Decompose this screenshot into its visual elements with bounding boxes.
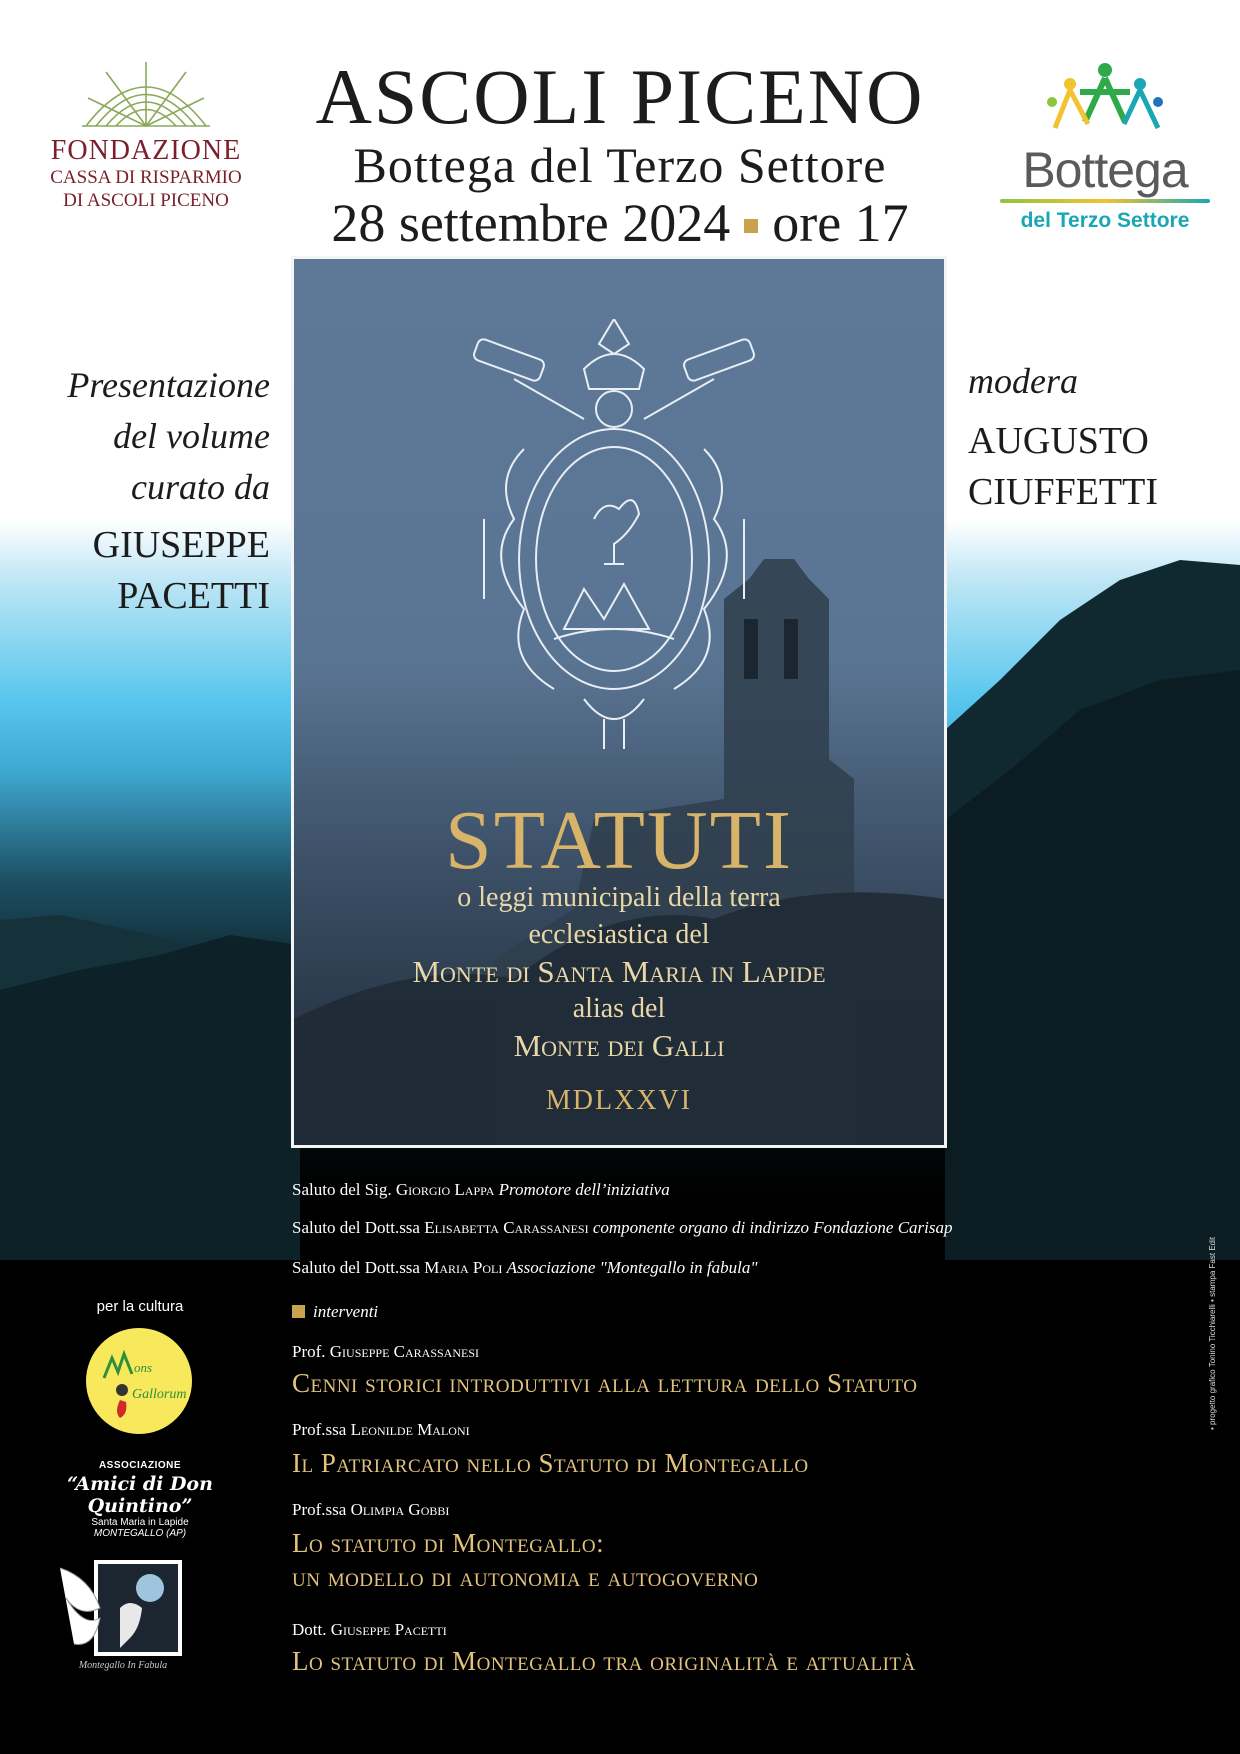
- montegallo-in-fabula-logo: [60, 1558, 186, 1662]
- speaker-title: Prof.: [292, 1342, 326, 1361]
- speaker-name: Olimpia Gobbi: [350, 1500, 450, 1519]
- interventi-heading: [292, 1302, 378, 1322]
- greeting-prefix: Saluto del Dott.ssa: [292, 1258, 420, 1277]
- fondazione-line3: DI ASCOLI PICENO: [63, 189, 229, 211]
- speaker-title: Dott.: [292, 1620, 327, 1639]
- associazione-place: Santa Maria in Lapide: [91, 1517, 189, 1528]
- bottega-logo: [990, 62, 1220, 233]
- gold-square-bullet-icon: [292, 1305, 305, 1318]
- bottega-name: Bottega: [1022, 142, 1188, 198]
- moderator-label: modera: [968, 361, 1078, 401]
- print-credit: • progetto grafico Tonino Ticchiarelli • stampa Fast Edit: [1208, 1236, 1217, 1430]
- fondazione-line2: CASSA DI RISPARMIO: [50, 167, 242, 188]
- book-subtitle: [294, 879, 944, 1064]
- editor-first-name: GIUSEPPE: [92, 524, 270, 566]
- moderator-first-name: AUGUSTO: [968, 420, 1149, 462]
- event-time: ore 17: [772, 193, 909, 253]
- greeting-role: componente organo di indirizzo Fondazione Carisap: [592, 1218, 953, 1237]
- coat-of-arms-emblem-icon: [454, 319, 774, 759]
- speaker-3: [292, 1500, 1112, 1520]
- greeting-3: [292, 1258, 1112, 1278]
- butterfly-girl-emblem-icon: [60, 1558, 186, 1662]
- per-la-cultura-label: per la cultura: [96, 1298, 184, 1315]
- svg-text:ons: ons: [134, 1360, 153, 1375]
- talk-1-title: Cenni storici introduttivi alla lettura dello Statuto: [292, 1368, 918, 1398]
- event-city-title: ASCOLI PICENO: [315, 53, 925, 140]
- greeting-name: Elisabetta Carassanesi: [424, 1218, 589, 1237]
- fondazione-name: FONDAZIONE: [50, 135, 242, 166]
- speaker-name: Giuseppe Pacetti: [330, 1620, 447, 1639]
- book-subtitle-line1: o leggi municipali della terra: [457, 882, 781, 913]
- presentation-line3: curato da: [131, 467, 270, 507]
- associazione-town: MONTEGALLO (AP): [93, 1528, 187, 1539]
- associazione-label: ASSOCIAZIONE: [98, 1460, 182, 1471]
- mons-gallorum-logo: [86, 1328, 192, 1434]
- greeting-2: [292, 1218, 1112, 1238]
- book-subtitle-line4: alias del: [572, 993, 666, 1024]
- greeting-prefix: Saluto del Dott.ssa: [292, 1218, 420, 1237]
- interventi-label: interventi: [313, 1302, 379, 1321]
- fabula-caption: Montegallo In Fabula: [78, 1660, 168, 1671]
- presentation-line2: del volume: [113, 416, 270, 456]
- speaker-1: [292, 1342, 1112, 1362]
- talk-3-title: [292, 1526, 1112, 1594]
- book-subtitle-line3: Monte di Santa Maria in Lapide: [412, 954, 826, 989]
- presentation-line1: Presentazione: [67, 365, 270, 405]
- associazione-name: “Amici di Don Quintino”: [67, 1473, 213, 1517]
- fan-emblem-icon: [76, 58, 216, 130]
- gold-square-separator: [744, 219, 758, 233]
- talk-4-title: Lo statuto di Montegallo tra originalità e attualità: [292, 1646, 916, 1676]
- book-subtitle-line5: Monte dei Galli: [513, 1028, 725, 1063]
- speaker-2: [292, 1420, 1112, 1440]
- greeting-prefix: Saluto del Sig.: [292, 1180, 392, 1199]
- greeting-name: Giorgio Lappa: [395, 1180, 495, 1199]
- talk-3-line2: un modello di autonomia e autogoverno: [292, 1562, 759, 1592]
- bottega-underline: [1000, 199, 1210, 203]
- associazione-block: [40, 1460, 240, 1539]
- greeting-1: [292, 1180, 1112, 1200]
- people-figures-icon: [1040, 62, 1170, 134]
- mons-gallorum-emblem-icon: [86, 1328, 192, 1434]
- editor-name: [20, 520, 270, 622]
- editor-last-name: PACETTI: [117, 575, 270, 617]
- greeting-role: Associazione "Montegallo in fabula": [506, 1258, 758, 1277]
- event-date-time: [292, 193, 948, 253]
- greeting-name: Maria Poli: [424, 1258, 503, 1277]
- moderator-name: [968, 416, 1158, 518]
- book-year: MDLXXVI: [545, 1085, 693, 1116]
- speaker-name: Giuseppe Carassanesi: [329, 1342, 480, 1361]
- speaker-title: Prof.ssa: [292, 1500, 347, 1519]
- book-subtitle-line2: ecclesiastica del: [528, 919, 710, 950]
- greeting-role: Promotore dell’iniziativa: [498, 1180, 670, 1199]
- bottega-subtitle: del Terzo Settore: [1020, 209, 1190, 232]
- speaker-title: Prof.ssa: [292, 1420, 347, 1439]
- book-cover: [291, 256, 947, 1148]
- speaker-4: [292, 1620, 1112, 1640]
- moderator-last-name: CIUFFETTI: [968, 471, 1158, 513]
- book-title: STATUTI: [445, 794, 793, 887]
- fondazione-logo: [30, 58, 262, 213]
- talk-2-title: Il Patriarcato nello Statuto di Montegallo: [292, 1448, 809, 1478]
- presentation-text: [20, 360, 270, 513]
- event-date: 28 settembre 2024: [331, 193, 731, 253]
- event-venue: Bottega del Terzo Settore: [353, 137, 887, 193]
- speaker-name: Leonilde Maloni: [350, 1420, 470, 1439]
- svg-text:Gallorum: Gallorum: [132, 1387, 187, 1402]
- talk-3-line1: Lo statuto di Montegallo:: [292, 1528, 605, 1558]
